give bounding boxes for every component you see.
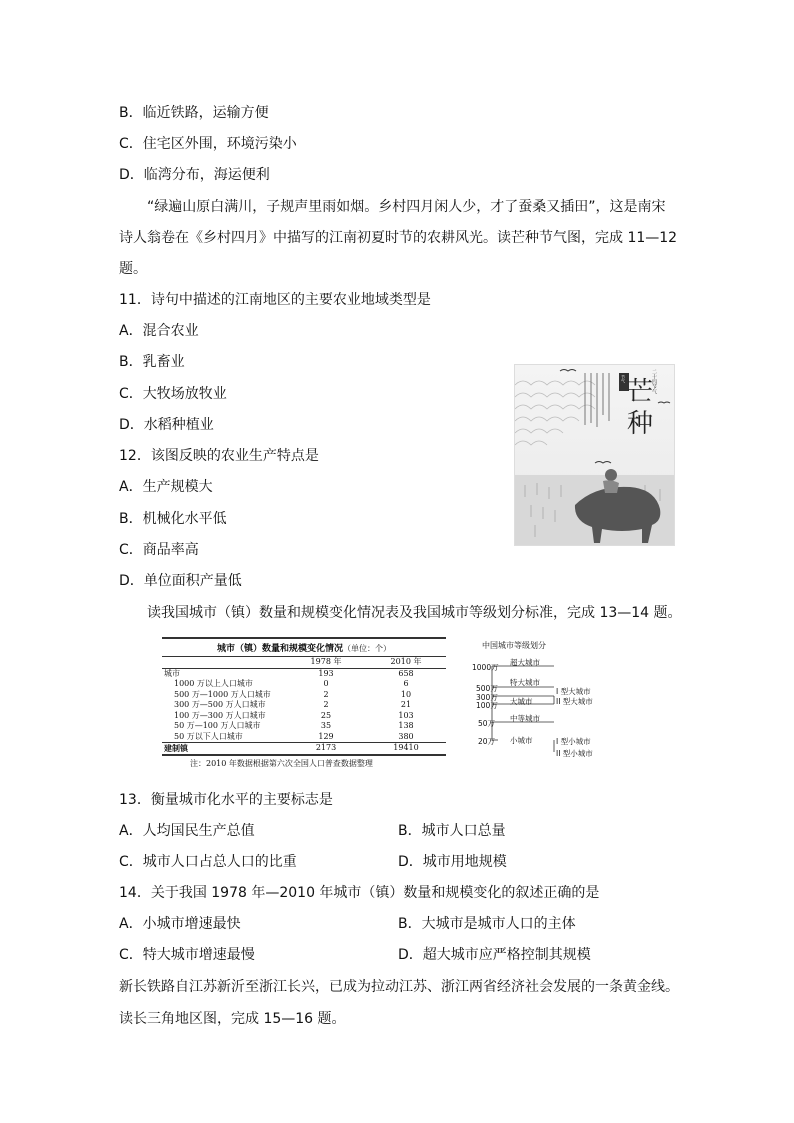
intro-railway-line1: 新长铁路自江苏新沂至浙江长兴，已成为拉动江苏、浙江两省经济社会发展的一条黄金线。 — [119, 979, 679, 995]
option-d-bay: D．临湾分布，海运便利 — [119, 167, 270, 183]
q14-stem: 14．关于我国 1978 年—2010 年城市（镇）数量和规模变化的叙述正确的是 — [119, 885, 600, 901]
intro-city-table: 读我国城市（镇）数量和规模变化情况表及我国城市等级划分标准，完成 13—14 题。 — [147, 605, 682, 621]
poster-char-zhong: 种 — [627, 409, 654, 439]
table-row — [162, 743, 446, 755]
table-row — [162, 732, 446, 743]
q11-stem: 11．诗句中描述的江南地区的主要农业地域类型是 — [119, 292, 431, 308]
row-1978: 25 — [320, 710, 332, 720]
table-row — [162, 668, 446, 679]
bird-icon — [595, 462, 611, 464]
q14-option-d: D．超大城市应严格控制其规模 — [398, 947, 591, 963]
class-medium: 中等城市 — [510, 714, 540, 723]
q12-option-d: D．单位面积产量低 — [119, 573, 242, 589]
q11-option-a: A．混合农业 — [119, 323, 199, 339]
bird-icon — [560, 370, 576, 372]
option-c-residential: C．住宅区外围，环境污染小 — [119, 136, 297, 152]
city-scale-table — [162, 637, 446, 756]
table-title — [162, 637, 446, 657]
row-label: 300 万—500 万人口城市 — [174, 700, 266, 709]
class-small-type1: I 型小城市 — [556, 737, 591, 746]
grade-title: 中国城市等级划分 — [482, 641, 546, 650]
class-small: 小城市 — [510, 736, 533, 745]
row-label: 500 万—1000 万人口城市 — [174, 689, 271, 699]
q13-option-c: C．城市人口占总人口的比重 — [119, 854, 297, 870]
tick-100: 100万 — [476, 701, 498, 710]
table-row — [162, 690, 446, 701]
table-row — [162, 721, 446, 732]
intro-poem-line3: 题。 — [119, 261, 147, 277]
poster-tag: 二十四节气 — [651, 369, 657, 394]
row-1978: 0 — [323, 679, 329, 688]
row-1978: 35 — [320, 721, 332, 730]
table-row — [162, 711, 446, 722]
tick-500: 500万 — [476, 684, 498, 693]
class-small-type2: II 型小城市 — [556, 749, 593, 758]
intro-railway-line2: 读长三角地区图，完成 15—16 题。 — [119, 1011, 346, 1027]
poster-seal-text: 节气 — [621, 375, 626, 383]
row-2010: 380 — [366, 732, 446, 743]
q12-option-b: B．机械化水平低 — [119, 511, 227, 527]
table-unit: （单位：个） — [343, 644, 391, 653]
class-large: 大城市 — [510, 697, 533, 706]
intro-poem-line2: 诗人翁卷在《乡村四月》中描写的江南初夏时节的农耕风光。读芒种节气图，完成 11—12 — [119, 230, 678, 246]
tick-50: 50万 — [478, 719, 496, 728]
q12-option-a: A．生产规模大 — [119, 479, 213, 495]
row-2010: 103 — [398, 710, 414, 720]
q14-option-a: A．小城市增速最快 — [119, 916, 241, 932]
bird-icon — [658, 402, 670, 403]
q13-option-a: A．人均国民生产总值 — [119, 823, 255, 839]
wave-pattern — [515, 381, 595, 445]
class-large-type1: I 型大城市 — [556, 687, 591, 696]
header-2010: 2010 年 — [366, 657, 446, 668]
row-label: 50 万以下人口城市 — [162, 732, 286, 743]
row-2010: 10 — [400, 689, 412, 699]
row-1978: 2 — [323, 689, 329, 699]
q13-option-d: D．城市用地规模 — [398, 854, 507, 870]
class-extra-large: 特大城市 — [510, 678, 540, 687]
row-label: 50 万—100 万人口城市 — [174, 721, 261, 730]
row-2010: 658 — [398, 668, 414, 678]
row-2010: 138 — [398, 721, 414, 730]
child-figure — [605, 469, 617, 481]
class-large-type2: II 型大城市 — [556, 697, 593, 706]
option-b-railway: B．临近铁路，运输方便 — [119, 105, 269, 121]
poster-char-mang: 芒 — [627, 377, 654, 407]
q13-stem: 13．衡量城市化水平的主要标志是 — [119, 792, 333, 808]
q14-option-c: C．特大城市增速最慢 — [119, 947, 255, 963]
table-header-row — [162, 657, 446, 668]
header-blank — [162, 657, 286, 668]
row-2010: 21 — [400, 700, 412, 709]
table-note: 注：2010 年数据根据第六次全国人口普查数据整理 — [190, 759, 373, 768]
q11-option-c: C．大牧场放牧业 — [119, 386, 227, 402]
row-1978: 129 — [286, 732, 366, 743]
row-label: 1000 万以上人口城市 — [174, 679, 253, 688]
row-1978: 2 — [323, 700, 329, 709]
q13-option-b: B．城市人口总量 — [398, 823, 506, 839]
q12-option-c: C．商品率高 — [119, 542, 199, 558]
row-label: 城市 — [164, 668, 180, 678]
class-super-large: 超大城市 — [510, 658, 540, 667]
intro-poem-line1: “绿遍山原白满川，子规声里雨如烟。乡村四月闲人少，才了蚕桑又插田”，这是南宋 — [147, 199, 666, 215]
table-title-text: 城市（镇）数量和规模变化情况 — [216, 644, 343, 654]
mangzhong-poster-image — [514, 364, 675, 546]
header-1978: 1978 年 — [286, 657, 366, 668]
city-grade-diagram — [462, 640, 612, 760]
row-label: 建制镇 — [162, 743, 286, 755]
row-1978: 2173 — [286, 743, 366, 755]
row-label: 100 万—300 万人口城市 — [174, 710, 266, 720]
row-1978: 193 — [318, 668, 334, 678]
q12-stem: 12．该图反映的农业生产特点是 — [119, 448, 319, 464]
q11-option-b: B．乳畜业 — [119, 354, 185, 370]
q11-option-d: D．水稻种植业 — [119, 417, 214, 433]
table-row — [162, 679, 446, 690]
tick-1000: 1000万 — [472, 663, 499, 672]
row-2010: 19410 — [366, 743, 446, 755]
child-body — [603, 480, 619, 493]
tick-300: 300万 — [476, 693, 498, 702]
tick-20: 20万 — [478, 737, 496, 746]
table-row — [162, 700, 446, 711]
row-2010: 6 — [403, 679, 409, 688]
q14-option-b: B．大城市是城市人口的主体 — [398, 916, 576, 932]
